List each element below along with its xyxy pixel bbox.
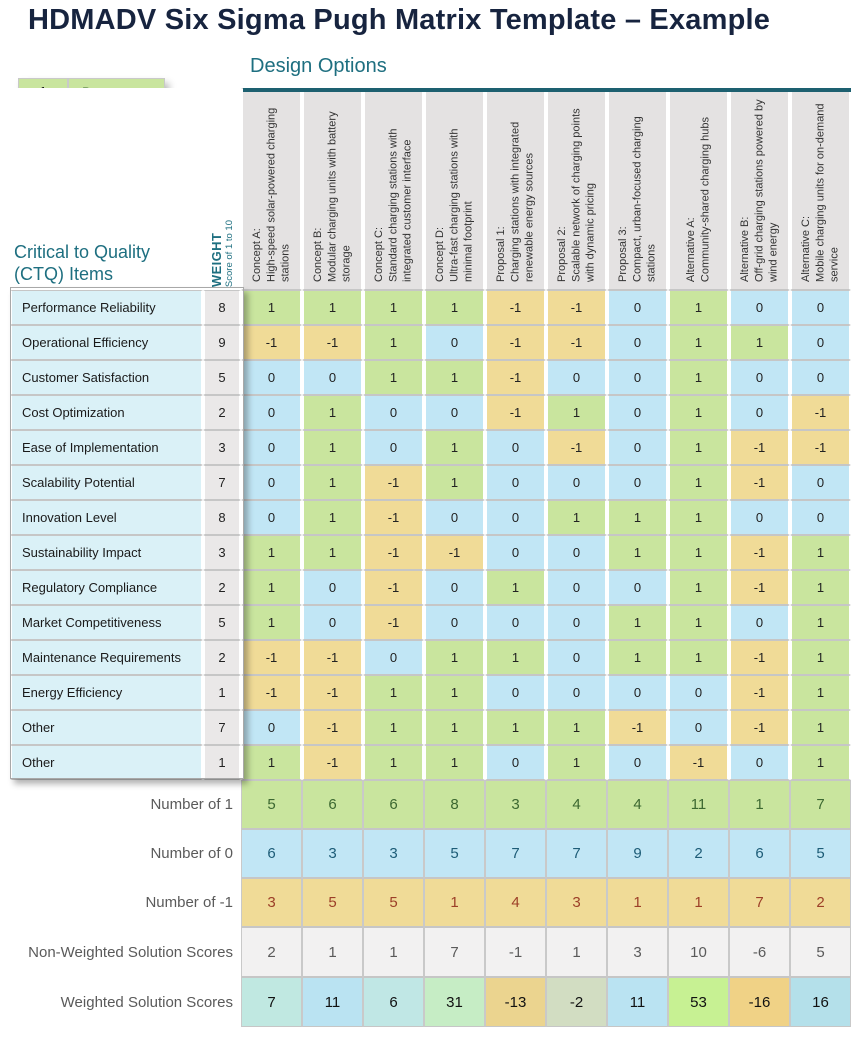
summary-value: 1 [607,878,668,927]
summary-value: -6 [729,927,790,977]
design-option-header [607,88,668,290]
score-cell[interactable]: -1 [302,675,363,710]
score-cell[interactable]: 1 [302,535,363,570]
score-cell[interactable]: -1 [607,710,668,745]
score-cell[interactable]: 0 [241,395,302,430]
score-cell[interactable]: 1 [668,500,729,535]
summary-value: 3 [546,878,607,927]
summary-value: 1 [363,927,424,977]
score-cell[interactable]: 0 [424,605,485,640]
score-cell[interactable]: 1 [607,500,668,535]
summary-value: -2 [546,977,607,1027]
score-cell[interactable]: -1 [363,605,424,640]
ctq-row [10,325,851,360]
score-cell[interactable]: 0 [424,570,485,605]
pugh-matrix-table [10,88,851,1027]
design-option-header [668,88,729,290]
score-cell[interactable]: 0 [485,465,546,500]
ctq-item-label[interactable]: Scalability Potential [10,465,203,500]
score-cell[interactable]: 1 [790,535,851,570]
summary-value: 7 [241,977,302,1027]
score-cell[interactable]: 1 [790,570,851,605]
design-option-header-text: Alternative B: Off-grid charging stations powered by wind energy [739,99,780,282]
score-cell[interactable]: 0 [668,710,729,745]
summary-value: 7 [424,927,485,977]
weight-value[interactable]: 9 [203,325,241,360]
weight-value[interactable]: 8 [203,290,241,325]
score-cell[interactable]: -1 [485,360,546,395]
score-cell[interactable]: 1 [363,325,424,360]
score-cell[interactable]: 1 [424,710,485,745]
design-option-header [302,88,363,290]
score-cell[interactable]: 1 [668,360,729,395]
score-cell[interactable]: 1 [424,290,485,325]
ctq-item-label[interactable]: Regulatory Compliance [10,570,203,605]
score-cell[interactable]: 1 [363,360,424,395]
score-cell[interactable]: -1 [668,745,729,780]
score-cell[interactable]: 1 [241,745,302,780]
score-cell[interactable]: 0 [607,675,668,710]
summary-row-label: Number of 0 [10,829,241,878]
score-cell[interactable]: 1 [241,535,302,570]
summary-value: 11 [607,977,668,1027]
summary-value: 1 [729,780,790,829]
ctq-item-label[interactable]: Other [10,710,203,745]
score-cell[interactable]: 1 [607,605,668,640]
score-cell[interactable]: 1 [668,640,729,675]
design-option-header-text: Alternative C: Mobile charging units for on-demand service [800,103,841,282]
design-option-header-text: Proposal 1: Charging stations with integrated renewable energy sources [495,121,536,282]
ctq-row [10,535,851,570]
summary-row-label: Number of -1 [10,878,241,927]
score-cell[interactable]: 1 [241,290,302,325]
design-option-header [546,88,607,290]
score-cell[interactable]: 1 [668,325,729,360]
score-cell[interactable]: 0 [729,500,790,535]
design-options-top-rule [243,88,851,92]
score-cell[interactable]: 1 [302,290,363,325]
score-cell[interactable]: 0 [546,605,607,640]
weight-header [209,216,235,287]
ctq-item-label[interactable]: Other [10,745,203,780]
summary-row [10,927,851,977]
score-cell[interactable]: -1 [241,640,302,675]
ctq-item-label[interactable]: Market Competitiveness [10,605,203,640]
summary-value: 3 [241,878,302,927]
ctq-row [10,745,851,780]
summary-value: -1 [485,927,546,977]
ctq-item-label[interactable]: Ease of Implementation [10,430,203,465]
ctq-row [10,360,851,395]
ctq-row [10,675,851,710]
weight-value[interactable]: 7 [203,710,241,745]
ctq-item-label[interactable]: Performance Reliability [10,290,203,325]
score-cell[interactable]: 0 [241,465,302,500]
summary-value: 6 [302,780,363,829]
score-cell[interactable]: 1 [668,430,729,465]
score-cell[interactable]: -1 [729,430,790,465]
score-cell[interactable]: 0 [607,465,668,500]
design-option-header-text: Concept B: Modular charging units with battery storage [312,111,353,282]
summary-value: 6 [241,829,302,878]
score-cell[interactable]: 1 [485,570,546,605]
score-cell[interactable]: 0 [790,500,851,535]
ctq-row [10,395,851,430]
design-option-header [790,88,851,290]
summary-row-label: Weighted Solution Scores [10,977,241,1027]
score-cell[interactable]: -1 [546,430,607,465]
page-title: HDMADV Six Sigma Pugh Matrix Template – Example [28,4,771,36]
ctq-heading: Critical to Quality (CTQ) Items [14,242,151,285]
score-cell[interactable]: -1 [729,640,790,675]
score-cell[interactable]: 0 [241,710,302,745]
summary-value: 2 [241,927,302,977]
score-cell[interactable]: 0 [729,290,790,325]
ctq-row [10,640,851,675]
score-cell[interactable]: 1 [241,570,302,605]
score-cell[interactable]: 0 [241,360,302,395]
score-cell[interactable]: 0 [607,360,668,395]
score-cell[interactable]: 0 [485,745,546,780]
score-cell[interactable]: 0 [607,395,668,430]
score-cell[interactable]: 0 [302,570,363,605]
ctq-item-label[interactable]: Sustainability Impact [10,535,203,570]
score-cell[interactable]: -1 [485,395,546,430]
score-cell[interactable]: 0 [607,325,668,360]
score-cell[interactable]: 0 [607,745,668,780]
score-cell[interactable]: -1 [241,325,302,360]
score-cell[interactable]: 1 [302,430,363,465]
summary-value: 9 [607,829,668,878]
score-cell[interactable]: 1 [302,395,363,430]
score-cell[interactable]: 1 [790,745,851,780]
summary-row [10,878,851,927]
design-option-header-text: Alternative A: Community-shared charging hubs [685,116,712,282]
score-cell[interactable]: 1 [607,535,668,570]
score-cell[interactable]: 0 [607,290,668,325]
score-cell[interactable]: -1 [729,465,790,500]
summary-value: 2 [668,829,729,878]
weight-value[interactable]: 3 [203,535,241,570]
design-options-heading: Design Options [250,55,387,77]
design-option-header-text: Concept C: Standard charging stations with integrated customer interface [373,128,414,282]
score-cell[interactable]: 1 [424,675,485,710]
summary-value: 2 [790,878,851,927]
score-cell[interactable]: 0 [668,675,729,710]
score-cell[interactable]: 0 [790,360,851,395]
score-cell[interactable]: -1 [485,290,546,325]
summary-value: 4 [607,780,668,829]
score-cell[interactable]: -1 [729,570,790,605]
summary-value: 1 [546,927,607,977]
score-cell[interactable]: -1 [790,430,851,465]
score-cell[interactable]: 1 [485,710,546,745]
score-cell[interactable]: 0 [546,640,607,675]
score-cell[interactable]: 1 [546,710,607,745]
score-cell[interactable]: 0 [729,745,790,780]
score-cell[interactable]: -1 [729,675,790,710]
summary-value: 3 [363,829,424,878]
score-cell[interactable]: 1 [302,465,363,500]
score-cell[interactable]: 0 [424,395,485,430]
score-cell[interactable]: 1 [668,465,729,500]
ctq-heading-cell [10,88,203,290]
ctq-item-label[interactable]: Innovation Level [10,500,203,535]
score-cell[interactable]: 1 [363,675,424,710]
score-cell[interactable]: 1 [607,640,668,675]
summary-value: 3 [485,780,546,829]
score-cell[interactable]: 0 [241,500,302,535]
score-cell[interactable]: 1 [424,465,485,500]
score-cell[interactable]: 1 [424,430,485,465]
summary-value: 7 [790,780,851,829]
ctq-row [10,605,851,640]
score-cell[interactable]: 0 [424,500,485,535]
score-cell[interactable]: 1 [485,640,546,675]
summary-value: 3 [302,829,363,878]
score-cell[interactable]: 0 [546,535,607,570]
summary-value: 7 [546,829,607,878]
ctq-row [10,465,851,500]
weight-value[interactable]: 3 [203,430,241,465]
score-cell[interactable]: -1 [302,325,363,360]
score-cell[interactable]: -1 [302,745,363,780]
design-option-header [729,88,790,290]
score-cell[interactable]: 1 [790,710,851,745]
design-option-header-text: Concept A: High-speed solar-powered charging stations [251,107,292,282]
score-cell[interactable]: 0 [241,430,302,465]
summary-row-label: Number of 1 [10,780,241,829]
ctq-item-label[interactable]: Cost Optimization [10,395,203,430]
score-cell[interactable]: 0 [302,360,363,395]
score-cell[interactable]: 1 [546,500,607,535]
score-cell[interactable]: 1 [424,640,485,675]
weight-header-label: WEIGHT [209,232,224,287]
score-cell[interactable]: 1 [790,675,851,710]
summary-value: 5 [790,927,851,977]
score-cell[interactable]: 1 [424,360,485,395]
ctq-row [10,710,851,745]
summary-row-label: Non-Weighted Solution Scores [10,927,241,977]
score-cell[interactable]: 0 [546,465,607,500]
score-cell[interactable]: 0 [363,395,424,430]
summary-row [10,977,851,1027]
summary-value: 5 [363,878,424,927]
score-cell[interactable]: 0 [607,430,668,465]
score-cell[interactable]: -1 [790,395,851,430]
score-cell[interactable]: 0 [363,640,424,675]
score-cell[interactable]: -1 [729,535,790,570]
score-cell[interactable]: 0 [729,395,790,430]
score-cell[interactable]: -1 [424,535,485,570]
score-cell[interactable]: 1 [668,395,729,430]
design-options-header-row [10,88,851,290]
design-option-header-text: Concept D: Ultra-fast charging stations with minimal footprint [434,128,475,282]
score-cell[interactable]: 0 [607,570,668,605]
ctq-item-label[interactable]: Operational Efficiency [10,325,203,360]
weight-value[interactable]: 5 [203,360,241,395]
score-cell[interactable]: -1 [729,710,790,745]
score-cell[interactable]: -1 [241,675,302,710]
summary-value: 11 [302,977,363,1027]
summary-value: 7 [729,878,790,927]
score-cell[interactable]: -1 [363,570,424,605]
summary-row [10,780,851,829]
ctq-row [10,500,851,535]
summary-value: 10 [668,927,729,977]
weight-value[interactable]: 8 [203,500,241,535]
design-option-header-text: Proposal 3: Compact, urban-focused charging stations [617,116,658,282]
score-cell[interactable]: 1 [546,395,607,430]
summary-value: 53 [668,977,729,1027]
score-cell[interactable]: 0 [424,325,485,360]
score-cell[interactable]: 1 [241,605,302,640]
score-cell[interactable]: 0 [790,325,851,360]
score-cell[interactable]: 0 [790,465,851,500]
weight-value[interactable]: 5 [203,605,241,640]
score-cell[interactable]: -1 [302,710,363,745]
weight-value[interactable]: 1 [203,745,241,780]
summary-value: 6 [363,780,424,829]
score-cell[interactable]: 0 [302,605,363,640]
score-cell[interactable]: 1 [668,290,729,325]
score-cell[interactable]: 1 [668,535,729,570]
weight-value[interactable]: 2 [203,640,241,675]
summary-value: 8 [424,780,485,829]
score-cell[interactable]: 0 [363,430,424,465]
score-cell[interactable]: 1 [790,640,851,675]
score-cell[interactable]: 0 [546,570,607,605]
summary-value: -13 [485,977,546,1027]
weight-header-subtitle: Score of 1 to 10 [224,219,235,287]
summary-value: 5 [790,829,851,878]
score-cell[interactable]: 0 [485,675,546,710]
summary-value: 16 [790,977,851,1027]
design-option-header [485,88,546,290]
score-cell[interactable]: 0 [729,360,790,395]
summary-value: -16 [729,977,790,1027]
summary-value: 6 [729,829,790,878]
score-cell[interactable]: -1 [485,325,546,360]
ctq-item-label[interactable]: Maintenance Requirements [10,640,203,675]
score-cell[interactable]: 0 [546,675,607,710]
summary-row [10,829,851,878]
ctq-item-label[interactable]: Energy Efficiency [10,675,203,710]
summary-value: 4 [485,878,546,927]
score-cell[interactable]: 1 [668,605,729,640]
ctq-row [10,430,851,465]
ctq-row [10,570,851,605]
summary-value: 5 [241,780,302,829]
score-cell[interactable]: 0 [485,500,546,535]
score-cell[interactable]: -1 [546,290,607,325]
score-cell[interactable]: 1 [363,710,424,745]
summary-value: 1 [302,927,363,977]
score-cell[interactable]: 1 [546,745,607,780]
summary-value: 7 [485,829,546,878]
weight-value[interactable]: 1 [203,675,241,710]
score-cell[interactable]: 0 [485,430,546,465]
score-cell[interactable]: 0 [485,605,546,640]
score-cell[interactable]: 1 [363,745,424,780]
score-cell[interactable]: -1 [302,640,363,675]
design-option-header-text: Proposal 2: Scalable network of charging points with dynamic pricing [556,108,597,282]
score-cell[interactable]: -1 [363,465,424,500]
score-cell[interactable]: 0 [729,605,790,640]
score-cell[interactable]: -1 [363,535,424,570]
design-option-header [241,88,302,290]
design-option-header [424,88,485,290]
summary-value: 11 [668,780,729,829]
score-cell[interactable]: 1 [729,325,790,360]
summary-value: 1 [424,878,485,927]
score-cell[interactable]: 0 [790,290,851,325]
score-cell[interactable]: 0 [546,360,607,395]
score-cell[interactable]: 1 [424,745,485,780]
summary-value: 1 [668,878,729,927]
summary-value: 6 [363,977,424,1027]
weight-value[interactable]: 2 [203,570,241,605]
score-cell[interactable]: -1 [363,500,424,535]
design-option-header [363,88,424,290]
score-cell[interactable]: 1 [668,570,729,605]
ctq-item-label[interactable]: Customer Satisfaction [10,360,203,395]
summary-value: 3 [607,927,668,977]
weight-value[interactable]: 7 [203,465,241,500]
score-cell[interactable]: 1 [363,290,424,325]
score-cell[interactable]: 0 [485,535,546,570]
score-cell[interactable]: 1 [790,605,851,640]
summary-value: 4 [546,780,607,829]
score-cell[interactable]: -1 [546,325,607,360]
summary-value: 5 [424,829,485,878]
ctq-row [10,290,851,325]
summary-value: 31 [424,977,485,1027]
weight-header-cell [203,88,241,290]
weight-value[interactable]: 2 [203,395,241,430]
summary-value: 5 [302,878,363,927]
score-cell[interactable]: 1 [302,500,363,535]
